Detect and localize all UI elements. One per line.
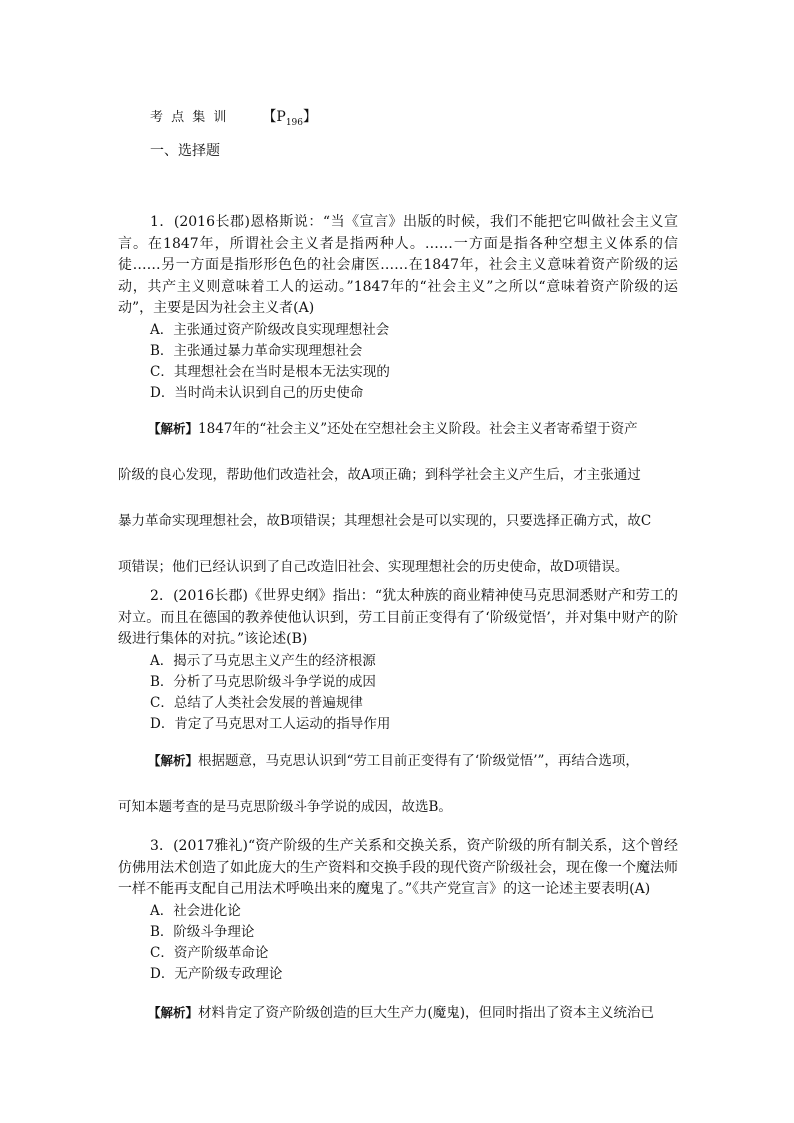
- option-b: B．阶级斗争理论: [150, 923, 255, 940]
- analysis-tag: 【解析】: [148, 753, 199, 768]
- analysis-line: 材料肯定了资产阶级创造的巨大生产力(魔鬼)，但同时指出了资本主义统治已: [198, 1005, 655, 1021]
- option-c: C．资产阶级革命论: [150, 944, 269, 961]
- analysis-3: [118, 990, 680, 1036]
- analysis-tag: 【解析】: [148, 421, 199, 436]
- option-d: D．当时尚未认识到自己的历史使命: [150, 384, 364, 401]
- analysis-line: 根据题意，马克思认识到“劳工目前正变得有了‘阶级觉悟’”，再结合选项，: [198, 753, 639, 769]
- analysis-line: 1847年的“社会主义”还处在空想社会主义阶段。社会主义者寄希望于资产: [198, 421, 638, 437]
- question-2: [118, 586, 678, 735]
- option-a: A．社会进化论: [150, 902, 241, 919]
- option-b: B．分析了马克思阶级斗争学说的成因: [150, 673, 376, 690]
- page-tag: 【$P_{196}$】: [262, 109, 318, 128]
- option-a: A．主张通过资产阶级改良实现理想社会: [150, 321, 390, 338]
- analysis-1: [118, 406, 680, 590]
- option-d: D．无产阶级专政理论: [150, 965, 283, 982]
- analysis-2: [118, 738, 680, 830]
- section-title: 一、选择题: [150, 143, 220, 159]
- analysis-line: 阶级的良心发现，帮助他们改造社会，故A项正确；到科学社会主义产生后，才主张通过: [118, 467, 641, 483]
- option-d: D．肯定了马克思对工人运动的指导作用: [150, 715, 391, 732]
- question-3: [118, 836, 678, 985]
- header-title: 考 点 集 训: [150, 110, 229, 125]
- question-stem: 3．(2017雅礼)“资产阶级的生产关系和交换关系，资产阶级的所有制关系，这个曾经仿佛用法术创造了如此庞大的生产资料和交换手段的现代资产阶级社会，现在像一个魔法师一样不能再支配自己用法术呼唤出来的魔鬼了。”《共产党宣言》的这一论述主要表明(A): [118, 838, 678, 897]
- option-c: C．总结了人类社会发展的普遍规律: [150, 694, 363, 711]
- option-c: C．其理想社会在当时是根本无法实现的: [150, 363, 390, 380]
- analysis-tag: 【解析】: [148, 1005, 199, 1020]
- analysis-line: 可知本题考查的是马克思阶级斗争学说的成因，故选B。: [118, 799, 452, 815]
- analysis-line: 项错误；他们已经认识到了自己改造旧社会、实现理想社会的历史使命，故D项错误。: [118, 559, 629, 575]
- analysis-line: 暴力革命实现理想社会，故B项错误；其理想社会是可以实现的，只要选择正确方式，故C: [118, 513, 652, 529]
- option-a: A．揭示了马克思主义产生的经济根源: [150, 652, 376, 669]
- question-1: [118, 212, 678, 404]
- question-stem: 1．(2016长郡)恩格斯说：“当《宣言》出版的时候，我们不能把它叫做社会主义宣言。在1847年，所谓社会主义者是指两种人。……一方面是指各种空想主义体系的信徒……另一方面是指形形色色的社会庸医……在1847年，社会主义意味着资产阶级的运动，共产主义则意味着工人的运动。”1847年的“社会主义”之所以“意味着资产阶级的运动”，主要是因为社会主义者(A): [118, 214, 678, 316]
- section-header: [150, 106, 317, 128]
- option-b: B．主张通过暴力革命实现理想社会: [150, 342, 363, 359]
- question-stem: 2．(2016长郡)《世界史纲》指出：“犹太种族的商业精神使马克思洞悉财产和劳工的对立。而且在德国的教养使他认识到，劳工目前正变得有了‘阶级觉悟’，并对集中财产的阶级进行集体的对抗。”该论述(B): [118, 588, 678, 647]
